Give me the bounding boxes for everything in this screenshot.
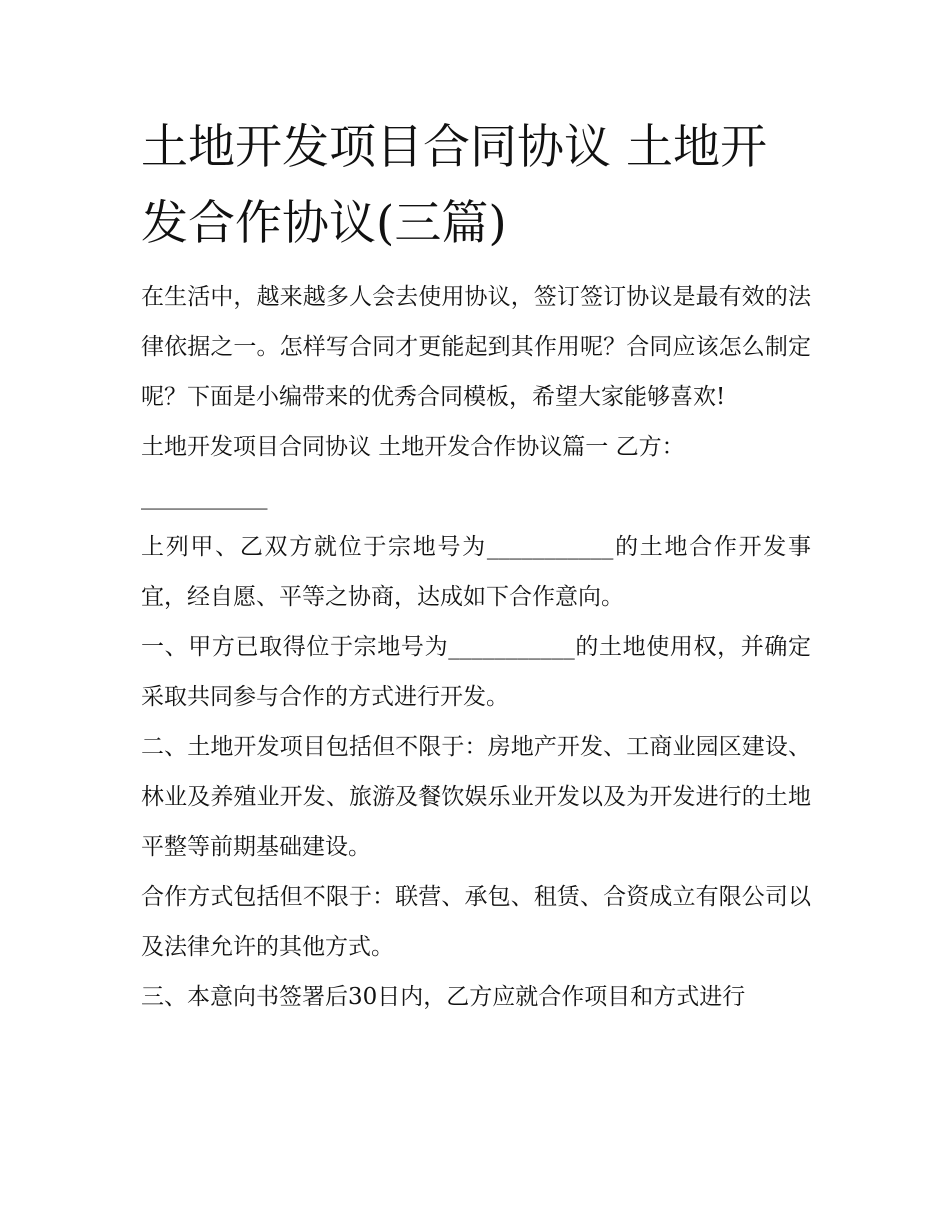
- clause-one-paragraph: 一、甲方已取得位于宗地号为___________的土地使用权，并确定采取共同参与合作的方式进行开发。: [141, 634, 811, 710]
- clause-two-paragraph: 二、土地开发项目包括但不限于：房地产开发、工商业园区建设、林业及养殖业开发、旅游及餐饮娱乐业开发以及为开发进行的土地平整等前期基础建设。: [141, 734, 811, 860]
- party-b-blank-line: ___________: [141, 484, 268, 510]
- clause-three-paragraph: 三、本意向书签署后30日内，乙方应就合作项目和方式进行: [141, 984, 746, 1010]
- document-title: 土地开发项目合同协议 土地开发合作协议(三篇): [141, 120, 767, 251]
- document-body: [141, 110, 811, 1022]
- cooperation-methods-paragraph: 合作方式包括但不限于：联营、承包、租赁、合资成立有限公司以及法律允许的其他方式。: [141, 884, 811, 960]
- intro-paragraph: 在生活中，越来越多人会去使用协议，签订签订协议是最有效的法律依据之一。怎样写合同才更能起到其作用呢？合同应该怎么制定呢？下面是小编带来的优秀合同模板，希望大家能够喜欢!: [141, 284, 811, 410]
- preamble-paragraph: 上列甲、乙双方就位于宗地号为___________的土地合作开发事宜，经自愿、平等之协商，达成如下合作意向。: [141, 534, 811, 610]
- section-heading-part-one: 土地开发项目合同协议 土地开发合作协议篇一 乙方：: [141, 434, 685, 460]
